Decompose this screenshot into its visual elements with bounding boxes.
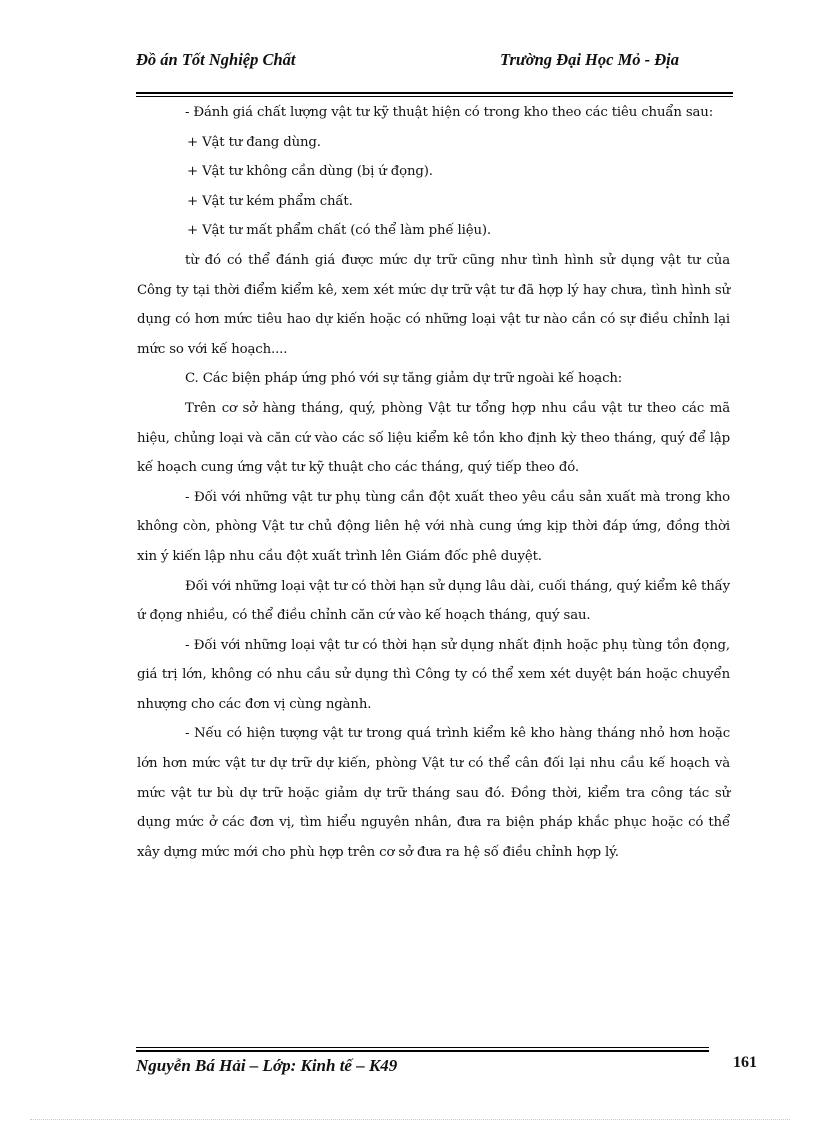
body-text — [137, 98, 730, 867]
header-right-title: Trường Đại Học Mỏ - Địa — [500, 50, 680, 69]
list-item-poor-quality: + Vật tư kém phẩm chất. — [187, 193, 353, 209]
paragraph-surplus-sale: - Đối với những loại vật tư có thời hạn sử dụng nhất định hoặc phụ tùng tồn đọng, giá trị lớn, không có nhu cầu sử dụng thì Công ty có thể xem xét duyệt bán hoặc chuyển nhượng cho các đơn vị cùng ngành. — [137, 637, 730, 712]
paragraph-urgent-parts: - Đối với những vật tư phụ tùng cần đột xuất theo yêu cầu sản xuất mà trong kho không còn, phòng Vật tư chủ động liên hệ với nhà cung ứng kịp thời đáp ứng, đồng thời xin ý kiến lập nhu cầu đột xuất trình lên Giám đốc phê duyệt. — [137, 489, 730, 564]
paragraph-long-term-materials: Đối với những loại vật tư có thời hạn sử dụng lâu dài, cuối tháng, quý kiểm kê thấy ứ đọng nhiều, có thể điều chỉnh căn cứ vào kế hoạch tháng, quý sau. — [137, 578, 731, 624]
list-item-in-use: + Vật tư đang dùng. — [187, 134, 321, 150]
header-left-title: Đồ án Tốt Nghiệp Chất — [136, 50, 296, 69]
footer-author: Nguyễn Bá Hải – Lớp: Kinh tế – K49 — [136, 1056, 398, 1075]
section-heading-c: C. Các biện pháp ứng phó với sự tăng giảm dự trữ ngoài kế hoạch: — [185, 371, 623, 387]
page-number: 161 — [733, 1054, 757, 1071]
footer-rule-secondary — [136, 1050, 709, 1052]
paragraph-rebalance: - Nếu có hiện tượng vật tư trong quá trình kiểm kê kho hàng tháng nhỏ hơn hoặc lớn hơn mức vật tư dự trữ dự kiến, phòng Vật tư có thể cân đối lại nhu cầu kế hoạch và mức vật tư bù dự trữ hoặc giảm dự trữ tháng sau đó. Đồng thời, kiểm tra công tác sử dụng mức ở các đơn vị, tìm hiểu nguyên nhân, đưa ra biện pháp khắc phục hoặc có thể xây dựng mức mới cho phù hợp trên cơ sở đưa ra hệ số điều chỉnh hợp lý. — [137, 726, 730, 860]
header-rule-secondary — [136, 96, 733, 97]
list-item-unused: + Vật tư không cần dùng (bị ứ đọng). — [187, 164, 433, 180]
page-edge-divider — [30, 1119, 790, 1120]
paragraph-reserve-assessment: từ đó có thể đánh giá được mức dự trữ cũng như tình hình sử dụng vật tư của Công ty tại thời điểm kiểm kê, xem xét mức dự trữ vật tư đã hợp lý hay chưa, tình hình sử dụng có hơn mức tiêu hao dự kiến hoặc có những loại vật tư nào cần có sự điều chỉnh lại mức so với kế hoạch.... — [137, 252, 730, 357]
header-rule — [136, 92, 733, 94]
footer-rule — [136, 1047, 709, 1048]
paragraph-quality-evaluation: - Đánh giá chất lượng vật tư kỹ thuật hiện có trong kho theo các tiêu chuẩn sau: — [185, 105, 714, 120]
list-item-lost-quality: + Vật tư mất phẩm chất (có thể làm phế liệu). — [187, 223, 492, 239]
paragraph-monthly-planning: Trên cơ sở hàng tháng, quý, phòng Vật tư tổng hợp nhu cầu vật tư theo các mã hiệu, chủng loại và căn cứ vào các số liệu kiểm kê tồn kho định kỳ theo tháng, quý để lập kế hoạch cung ứng vật tư kỹ thuật cho các tháng, quý tiếp theo đó. — [137, 400, 730, 476]
